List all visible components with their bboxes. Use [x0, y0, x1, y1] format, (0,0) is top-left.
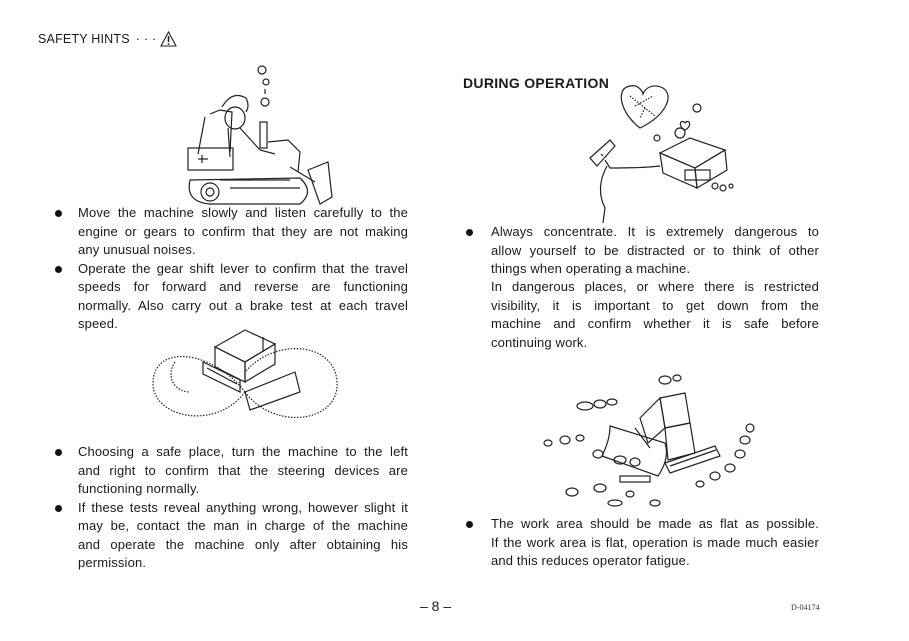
header-dots: · · ·	[135, 32, 157, 46]
visibility-paragraph: In dangerous places, or where there is restricted visibility, it is important to get down from the machine and confirm whether it is safe before continuing work.	[491, 279, 819, 350]
bullet-icon	[55, 210, 62, 217]
operator-in-bulldozer-illustration	[180, 62, 340, 202]
bulldozer-turning-illustration	[145, 322, 345, 442]
distracted-operator-illustration	[585, 78, 755, 228]
list-item: If these tests reveal anything wrong, however slight it may be, contact the man in charge of the machine and operate the machine only after obtaining his permission.	[52, 499, 408, 573]
bullet-icon	[55, 449, 62, 456]
page-header	[38, 31, 177, 47]
document-code: D-04174	[791, 603, 820, 612]
list-item: The work area should be made as flat as possible. If the work area is flat, operation is made much easier and this reduces operator fatigue.	[463, 515, 819, 571]
bullet-icon	[55, 505, 62, 512]
bullet-icon	[466, 229, 473, 236]
right-bullet-list-bottom	[463, 515, 819, 571]
section-title: DURING OPERATION	[463, 75, 610, 91]
warning-triangle-icon	[160, 31, 177, 47]
bulldozer-rough-terrain-illustration	[540, 368, 765, 513]
list-item: Operate the gear shift lever to confirm that the travel speeds for forward and reverse are functioning normally. Also carry out a brake test at each travel speed.	[52, 260, 408, 334]
list-item: Always concentrate. It is extremely dangerous to allow yourself to be distracted or to think of other things when operating a machine.	[463, 223, 819, 279]
list-item: Move the machine slowly and listen carefully to the engine or gears to confirm that they are not making any unusual noises.	[52, 204, 408, 260]
left-bullet-list-top	[52, 204, 408, 334]
bullet-icon	[55, 266, 62, 273]
header-title: SAFETY HINTS	[38, 32, 130, 46]
left-bullet-list-bottom	[52, 443, 408, 573]
page-number: – 8 –	[420, 598, 452, 614]
right-bullet-list-top	[463, 223, 819, 279]
list-item: Choosing a safe place, turn the machine to the left and right to confirm that the steering devices are functioning normally.	[52, 443, 408, 499]
bullet-icon	[466, 521, 473, 528]
